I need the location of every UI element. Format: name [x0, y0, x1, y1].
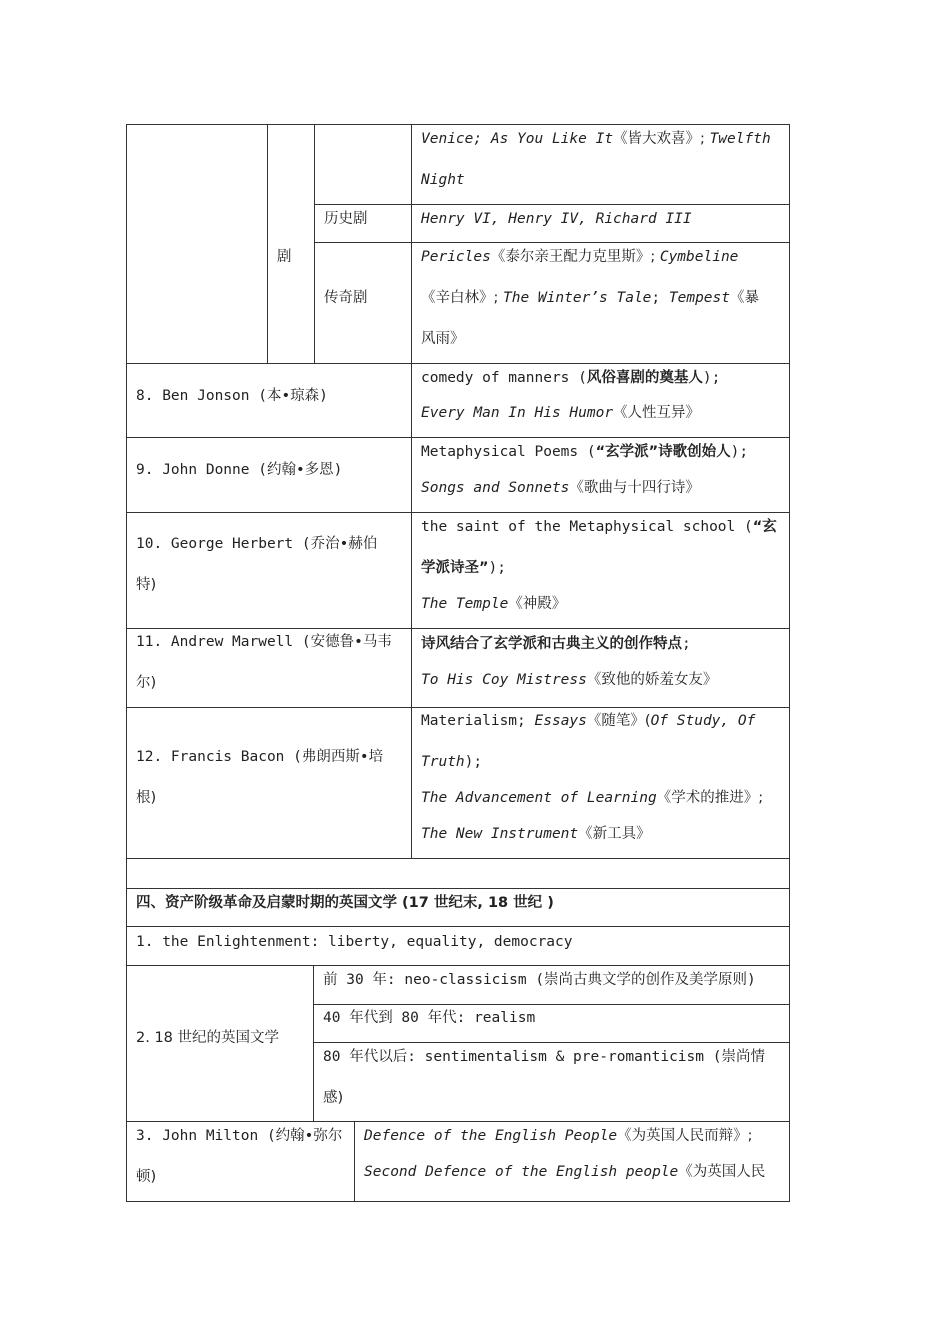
donne-desc-line-2: Songs and Sonnets《歌曲与十四行诗》 [421, 480, 700, 496]
table-cell-marvell-desc [411, 628, 790, 708]
table-cell-enlightenment [126, 926, 790, 966]
table-cell-comedy-label [314, 124, 412, 205]
table-cell-marvell-name [126, 628, 412, 708]
romance-works-line-3: 风雨》 [421, 331, 465, 347]
table-cell-romance-label [314, 242, 412, 364]
table-cell-history-works [411, 204, 790, 243]
jonson-name: 8. Ben Jonson (本•琼森) [136, 388, 328, 404]
table-cell-18c-label [126, 965, 314, 1122]
table-cell-milton-desc [354, 1121, 790, 1202]
bacon-name-line-1: 12. Francis Bacon (弗朗西斯•培 [136, 749, 384, 765]
bacon-name-line-2: 根) [136, 790, 157, 806]
milton-name-line-2: 顿) [136, 1169, 157, 1185]
history-works: Henry VI, Henry IV, Richard III [421, 211, 692, 227]
table-cell-jonson-desc [411, 363, 790, 438]
marvell-desc-line-1: 诗风结合了玄学派和古典主义的创作特点; [421, 636, 691, 652]
table-cell-history-label [314, 204, 412, 243]
table-cell-comedy-works [411, 124, 790, 205]
herbert-name-line-2: 特) [136, 577, 157, 593]
herbert-desc-line-1: the saint of the Metaphysical school (“玄 [421, 519, 777, 535]
section-4-heading-cell [126, 888, 790, 927]
section-4-heading: 四、资产阶级革命及启蒙时期的英国文学 (17 世纪末, 18 世纪 ) [136, 895, 554, 911]
18c-row-1: 前 30 年: neo-classicism (崇尚古典文学的创作及美学原则) [323, 972, 756, 988]
table-cell-18c-row-1 [313, 965, 790, 1005]
table-cell-herbert-desc [411, 512, 790, 629]
table-row-blank [126, 858, 790, 889]
table-cell-milton-name [126, 1121, 355, 1202]
romance-label: 传奇剧 [324, 290, 368, 306]
table-cell-bacon-desc [411, 707, 790, 859]
comedy-works-line-2: Night [421, 172, 465, 188]
table-cell-drama [267, 124, 315, 364]
herbert-desc-line-2: 学派诗圣”); [421, 560, 506, 576]
table-cell-jonson-name [126, 363, 412, 438]
table-cell-donne-desc [411, 437, 790, 513]
18c-row-3-line-1: 80 年代以后: sentimentalism & pre-romanticism (崇尚情 [323, 1049, 765, 1065]
table-cell-donne-name [126, 437, 412, 513]
table-cell-romance-works [411, 242, 790, 364]
marvell-name-line-1: 11. Andrew Marwell (安德鲁•马韦 [136, 634, 392, 650]
donne-desc-line-1: Metaphysical Poems (“玄学派”诗歌创始人); [421, 444, 749, 460]
bacon-desc-line-4: The New Instrument《新工具》 [421, 826, 651, 842]
marvell-desc-line-2: To His Coy Mistress《致他的娇羞女友》 [421, 672, 718, 688]
milton-desc-line-1: Defence of the English People《为英国人民而辩》; [364, 1128, 753, 1144]
table-cell-18c-row-3 [313, 1042, 790, 1122]
herbert-name-line-1: 10. George Herbert (乔治•赫伯 [136, 536, 378, 552]
table-cell-bacon-name [126, 707, 412, 859]
table-cell-blank-left [126, 124, 268, 364]
table-cell-18c-row-2 [313, 1004, 790, 1043]
bacon-desc-line-2: Truth); [421, 754, 483, 770]
romance-works-line-2: 《辛白林》; The Winter’s Tale; Tempest《暴 [421, 290, 759, 306]
jonson-desc-line-1: comedy of manners (风俗喜剧的奠基人); [421, 370, 721, 386]
enlightenment-text: 1. the Enlightenment: liberty, equality, democracy [136, 934, 573, 950]
romance-works-line-1: Pericles《泰尔亲王配力克里斯》; Cymbeline [421, 249, 739, 265]
bacon-desc-line-3: The Advancement of Learning《学术的推进》; [421, 790, 764, 806]
18c-row-3-line-2: 感) [323, 1090, 344, 1106]
milton-name-line-1: 3. John Milton (约翰•弥尔 [136, 1128, 343, 1144]
herbert-desc-line-3: The Temple《神殿》 [421, 596, 567, 612]
table-cell-herbert-name [126, 512, 412, 629]
marvell-name-line-2: 尔) [136, 675, 157, 691]
donne-name: 9. John Donne (约翰•多恩) [136, 462, 343, 478]
18c-label: 2. 18 世纪的英国文学 [136, 1030, 280, 1046]
comedy-works-line-1: Venice; As You Like It《皆大欢喜》; Twelfth [421, 131, 771, 147]
milton-desc-line-2: Second Defence of the English people《为英国人民 [364, 1164, 766, 1180]
drama-label: 剧 [277, 249, 292, 265]
bacon-desc-line-1: Materialism; Essays《随笔》(Of Study, Of [421, 713, 756, 729]
18c-row-2: 40 年代到 80 年代: realism [323, 1010, 536, 1026]
jonson-desc-line-2: Every Man In His Humor《人性互异》 [421, 405, 701, 421]
history-label: 历史剧 [324, 211, 368, 227]
